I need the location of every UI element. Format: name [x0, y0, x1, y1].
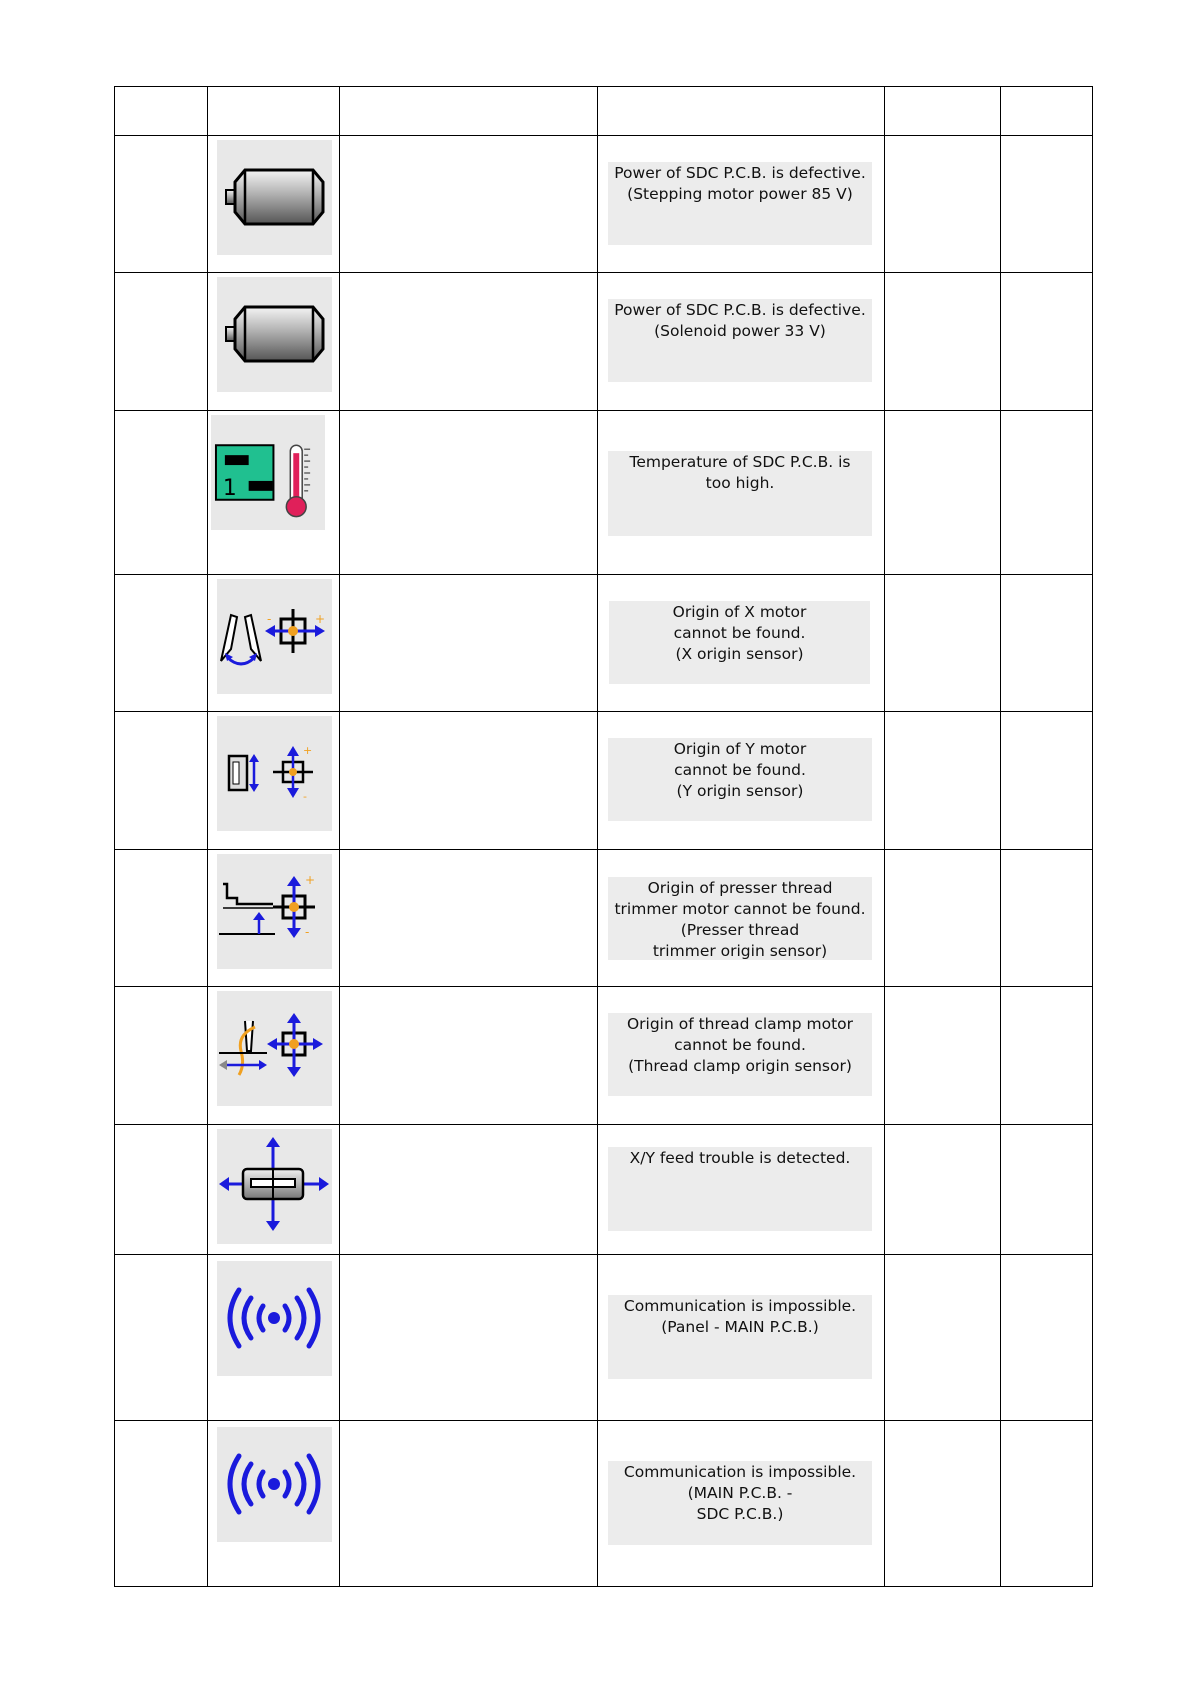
svg-text:-: -: [305, 925, 310, 939]
error-message: Origin of thread clamp motor cannot be found. (Thread clamp origin sensor): [608, 1013, 872, 1096]
svg-text:1: 1: [222, 475, 237, 501]
code-cell: [115, 136, 208, 273]
empty-cell: [885, 712, 1001, 850]
empty-cell: [1001, 1125, 1093, 1255]
code-cell: [115, 712, 208, 850]
icon-cell: [208, 1125, 340, 1255]
message-cell: [598, 136, 885, 273]
y-origin-icon: [217, 716, 332, 831]
code-cell: [115, 273, 208, 411]
code-cell: [115, 575, 208, 712]
empty-cell: [885, 273, 1001, 411]
empty-cell: [1001, 1421, 1093, 1587]
empty-cell: [885, 411, 1001, 575]
icon-cell: [208, 1255, 340, 1421]
table-row: [115, 136, 1093, 273]
empty-cell: [885, 1421, 1001, 1587]
description-cell: [340, 136, 598, 273]
code-cell: [115, 1421, 208, 1587]
table-row: [115, 411, 1093, 575]
header-cell: [208, 87, 340, 136]
message-cell: [598, 1125, 885, 1255]
table-header-row: [115, 87, 1093, 136]
icon-cell: [208, 575, 340, 712]
empty-cell: [1001, 850, 1093, 987]
code-cell: [115, 1125, 208, 1255]
icon-cell: [208, 850, 340, 987]
empty-cell: [885, 987, 1001, 1125]
error-message: Communication is impossible. (Panel - MAIN P.C.B.): [608, 1295, 872, 1379]
error-message: Origin of Y motor cannot be found. (Y origin sensor): [608, 738, 872, 821]
message-cell: [598, 411, 885, 575]
empty-cell: [885, 1125, 1001, 1255]
empty-cell: [1001, 575, 1093, 712]
message-cell: [598, 1421, 885, 1587]
table-row: [115, 575, 1093, 712]
table-row: [115, 273, 1093, 411]
presser-origin-icon: [217, 854, 332, 969]
xy-feed-icon: [217, 1129, 332, 1244]
error-message: Communication is impossible. (MAIN P.C.B. - SDC P.C.B.): [608, 1461, 872, 1545]
empty-cell: [1001, 411, 1093, 575]
table-row: [115, 1255, 1093, 1421]
message-cell: [598, 575, 885, 712]
empty-cell: [885, 850, 1001, 987]
table-row: [115, 712, 1093, 850]
error-message: Power of SDC P.C.B. is defective. (Solenoid power 33 V): [608, 299, 872, 382]
message-cell: [598, 987, 885, 1125]
empty-cell: [1001, 273, 1093, 411]
error-message: Temperature of SDC P.C.B. is too high.: [608, 451, 872, 536]
error-message: Origin of X motor cannot be found. (X origin sensor): [609, 601, 870, 684]
code-cell: [115, 411, 208, 575]
svg-text:-: -: [303, 790, 307, 803]
description-cell: [340, 987, 598, 1125]
icon-cell: [208, 411, 340, 575]
table-row: [115, 850, 1093, 987]
description-cell: [340, 850, 598, 987]
error-message: X/Y feed trouble is detected.: [608, 1147, 872, 1231]
thread-clamp-origin-icon: [217, 991, 332, 1106]
description-cell: [340, 575, 598, 712]
empty-cell: [1001, 712, 1093, 850]
error-message: Power of SDC P.C.B. is defective. (Stepping motor power 85 V): [608, 162, 872, 245]
message-cell: [598, 273, 885, 411]
pcb-temperature-icon: [211, 415, 325, 530]
empty-cell: [885, 1255, 1001, 1421]
description-cell: [340, 1421, 598, 1587]
table-row: [115, 1125, 1093, 1255]
description-cell: [340, 411, 598, 575]
header-cell: [340, 87, 598, 136]
code-cell: [115, 1255, 208, 1421]
empty-cell: [1001, 1255, 1093, 1421]
svg-text:+: +: [305, 873, 316, 887]
motor-icon: [217, 277, 332, 392]
message-cell: [598, 1255, 885, 1421]
communication-icon: [217, 1261, 332, 1376]
empty-cell: [1001, 136, 1093, 273]
svg-text:-: -: [267, 612, 272, 626]
icon-cell: [208, 136, 340, 273]
svg-text:+: +: [315, 612, 326, 626]
description-cell: [340, 712, 598, 850]
message-cell: [598, 850, 885, 987]
description-cell: [340, 1125, 598, 1255]
code-cell: [115, 987, 208, 1125]
header-cell: [115, 87, 208, 136]
icon-cell: [208, 1421, 340, 1587]
error-code-table: [114, 86, 1093, 1587]
description-cell: [340, 273, 598, 411]
header-cell: [1001, 87, 1093, 136]
table-row: [115, 987, 1093, 1125]
empty-cell: [885, 136, 1001, 273]
code-cell: [115, 850, 208, 987]
header-cell: [885, 87, 1001, 136]
description-cell: [340, 1255, 598, 1421]
svg-text:+: +: [303, 744, 313, 757]
error-message: Origin of presser thread trimmer motor cannot be found. (Presser thread trimmer origin sensor): [608, 877, 872, 960]
motor-icon: [217, 140, 332, 255]
empty-cell: [1001, 987, 1093, 1125]
icon-cell: [208, 987, 340, 1125]
message-cell: [598, 712, 885, 850]
icon-cell: [208, 712, 340, 850]
x-origin-icon: [217, 579, 332, 694]
communication-icon: [217, 1427, 332, 1542]
header-cell: [598, 87, 885, 136]
icon-cell: [208, 273, 340, 411]
empty-cell: [885, 575, 1001, 712]
table-row: [115, 1421, 1093, 1587]
